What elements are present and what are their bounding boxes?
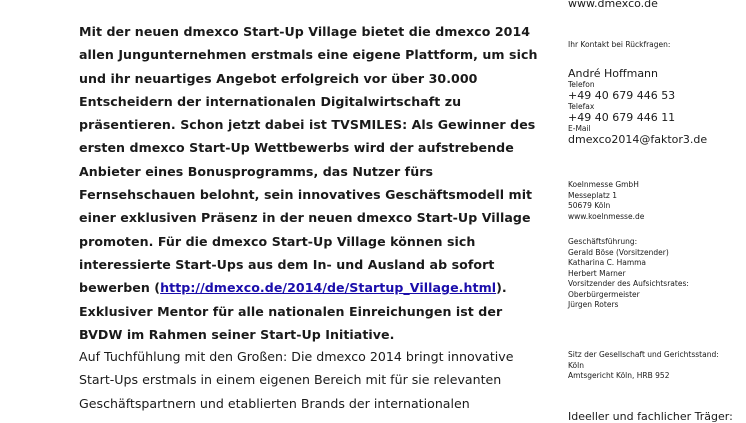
website-url[interactable]: www.dmexco.de <box>568 0 658 10</box>
org-website[interactable]: www.koelnmesse.de <box>568 211 645 221</box>
phone-label: Telefon <box>568 80 595 89</box>
registered-office-block <box>568 350 719 382</box>
org-street: Messeplatz 1 <box>568 190 617 200</box>
contact-heading: Ihr Kontakt bei Rückfragen: <box>568 40 671 49</box>
management-member-3: Herbert Marner <box>568 268 626 278</box>
email-label: E-Mail <box>568 124 591 133</box>
phone-number: +49 40 679 446 53 <box>568 89 676 102</box>
contact-name: André Hoffmann <box>568 67 659 80</box>
management-block <box>568 237 689 311</box>
contact-block <box>568 67 707 146</box>
management-member-1: Gerald Böse (Vorsitzender) <box>568 247 669 257</box>
lead-text-2: ). Exklusiver Mentor für alle nationalen Einreichungen ist der BVDW im Rahmen seiner Start-Up Initiative. <box>79 280 507 342</box>
lead-paragraph <box>79 20 549 346</box>
press-release-body <box>79 20 549 346</box>
lead-text-1: Mit der neuen dmexco Start-Up Village bietet die dmexco 2014 allen Jungunternehmen erstmals eine eigene Plattform, um sich und ihr neuartiges Angebot erfolgreich vor über 30.000 Entscheidern der internationalen Digitalwirtschaft zu präsentieren. Schon jetzt dabei ist TVSMILES: Als Gewinner des ersten dmexco Start-Up Wettbewerbs wird der aufstrebende Anbieter eines Bonusprogramms, das Nutzer fürs Fernsehschauen belohnt, sein innovatives Geschäftsmodell mit einer exklusiven Präsenz in der neuen dmexco Start-Up Village promoten. Für die dmexco Start-Up Village können sich interessierte Start-Ups aus dem In- und Ausland ab sofort bewerben ( <box>79 24 538 296</box>
org-city: 50679 Köln <box>568 201 611 210</box>
seat-heading: Sitz der Gesellschaft und Gerichtsstand: <box>568 350 719 359</box>
board-member-name: Jürgen Roters <box>568 300 619 309</box>
seat-city: Köln <box>568 360 584 370</box>
org-address <box>568 180 644 222</box>
startup-village-link[interactable]: http://dmexco.de/2014/de/Startup_Village.html <box>160 280 497 296</box>
supporter-heading: Ideeller und fachlicher Träger: <box>568 410 733 423</box>
seat-court: Amtsgericht Köln, HRB 952 <box>568 371 670 380</box>
email-address[interactable]: dmexco2014@faktor3.de <box>568 133 708 146</box>
board-member-title: Oberbürgermeister <box>568 289 640 299</box>
board-heading: Vorsitzender des Aufsichtsrates: <box>568 279 689 288</box>
org-name: Koelnmesse GmbH <box>568 180 639 189</box>
management-heading: Geschäftsführung: <box>568 237 638 246</box>
fax-label: Telefax <box>568 102 595 111</box>
body-paragraph: Auf Tuchfühlung mit den Großen: Die dmexco 2014 bringt innovative Start-Ups erstmals in einem eigenen Bereich mit für sie relevanten Geschäftspartnern und etablierten Brands der internationalen <box>79 349 514 411</box>
management-member-2: Katharina C. Hamma <box>568 258 647 267</box>
fax-number: +49 40 679 446 11 <box>568 111 676 124</box>
